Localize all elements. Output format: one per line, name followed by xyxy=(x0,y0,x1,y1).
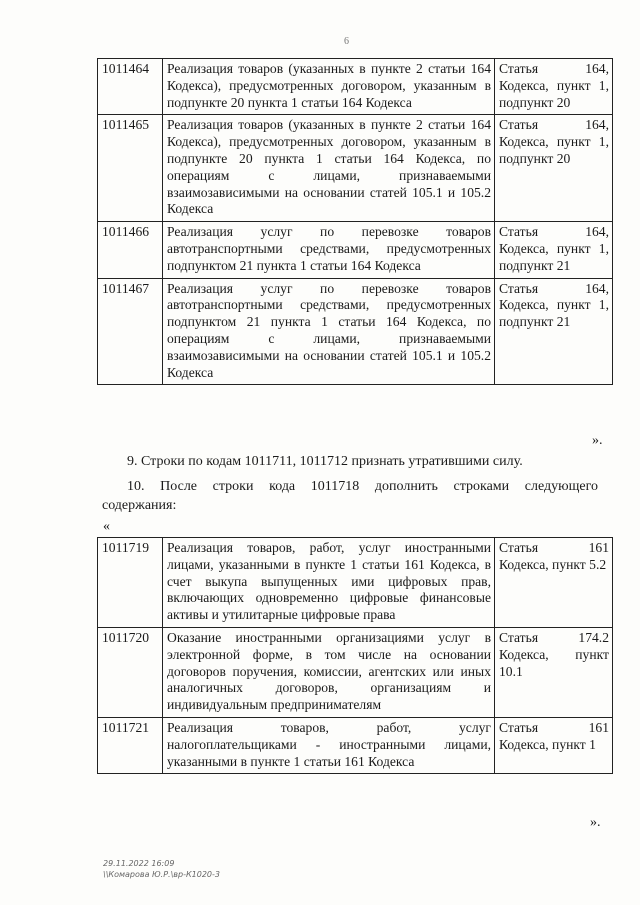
row-code: 1011721 xyxy=(98,717,163,773)
row-code: 1011466 xyxy=(98,222,163,278)
row-description: Реализация товаров, работ, услуг иностранными лицами, указанными в пункте 1 статьи 161 Кодекса, в счет выкупа выпущенных ими цифровых прав, включающих одновременно цифровые финансовые активы и утилитарные цифровые права xyxy=(163,538,495,628)
row-reference: Статья 164, Кодекса, пункт 1, подпункт 21 xyxy=(495,278,613,385)
table-row xyxy=(98,717,613,773)
table-row xyxy=(98,59,613,115)
paragraph-9: 9. Строки по кодам 1011711, 1011712 признать утратившими силу. xyxy=(127,454,523,469)
row-reference: Статья 161 Кодекса, пункт 5.2 xyxy=(495,538,613,628)
code-table-2 xyxy=(97,537,613,774)
table-row xyxy=(98,115,613,222)
row-code: 1011464 xyxy=(98,59,163,115)
table-row xyxy=(98,627,613,717)
table-row xyxy=(98,278,613,385)
row-description: Реализация товаров (указанных в пункте 2 статьи 164 Кодекса), предусмотренных договором, указанным в подпункте 20 пункта 1 статьи 164 Кодекса xyxy=(163,59,495,115)
closing-quote: ». xyxy=(592,433,603,448)
row-code: 1011720 xyxy=(98,627,163,717)
paragraph-10 xyxy=(102,477,598,515)
footer-filepath: \\Комарова Ю.Р.\вр-К1020-3 xyxy=(103,870,220,879)
row-code: 1011465 xyxy=(98,115,163,222)
row-reference: Статья 164, Кодекса, пункт 1, подпункт 20 xyxy=(495,59,613,115)
paragraph-10-line-2: содержания: xyxy=(102,498,177,513)
row-reference: Статья 174.2 Кодекса, пункт 10.1 xyxy=(495,627,613,717)
row-reference: Статья 161 Кодекса, пункт 1 xyxy=(495,717,613,773)
paragraph-10-line-1: 10. После строки кода 1011718 дополнить строками следующего xyxy=(127,479,598,494)
table-row xyxy=(98,538,613,628)
row-description: Реализация услуг по перевозке товаров автотранспортными средствами, предусмотренных подпунктом 21 пункта 1 статьи 164 Кодекса xyxy=(163,222,495,278)
row-code: 1011467 xyxy=(98,278,163,385)
code-table-1 xyxy=(97,58,613,385)
closing-quote: ». xyxy=(590,815,601,830)
row-description: Оказание иностранными организациями услуг в электронной форме, в том числе на основании договоров поручения, комиссии, агентских или иных аналогичных договоров, организациям и индивидуальным предпринимателям xyxy=(163,627,495,717)
row-description: Реализация товаров, работ, услуг налогоплательщиками - иностранными лицами, указанными в пункте 1 статьи 161 Кодекса xyxy=(163,717,495,773)
row-description: Реализация услуг по перевозке товаров автотранспортными средствами, предусмотренных подпунктом 21 пункта 1 статьи 164 Кодекса, по операциям с лицами, признаваемыми взаимозависимыми на основании статей 105.1 и 105.2 Кодекса xyxy=(163,278,495,385)
opening-quote: « xyxy=(103,519,110,534)
row-code: 1011719 xyxy=(98,538,163,628)
footer-timestamp: 29.11.2022 16:09 xyxy=(103,859,175,868)
page-number: 6 xyxy=(344,36,349,47)
row-reference: Статья 164, Кодекса, пункт 1, подпункт 20 xyxy=(495,115,613,222)
row-description: Реализация товаров (указанных в пункте 2 статьи 164 Кодекса), предусмотренных договором, указанным в подпункте 20 пункта 1 статьи 164 Кодекса, по операциям с лицами, признаваемыми взаимозависимыми на основании статей 105.1 и 105.2 Кодекса xyxy=(163,115,495,222)
row-reference: Статья 164, Кодекса, пункт 1, подпункт 21 xyxy=(495,222,613,278)
table-row xyxy=(98,222,613,278)
